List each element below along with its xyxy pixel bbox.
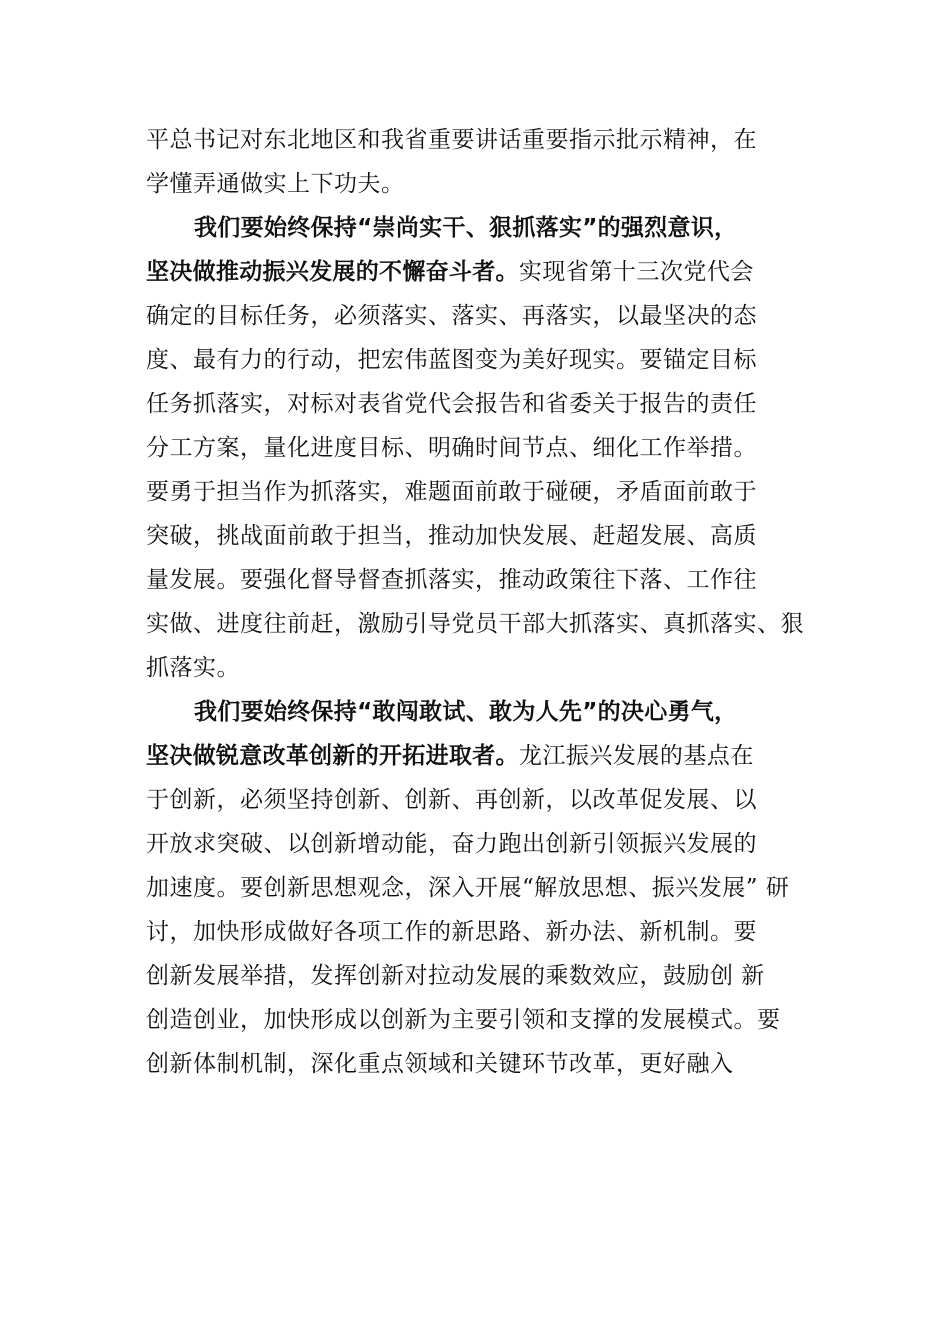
text-run: 度、最有力的行动，把宏伟蓝图变为美好现实。要锚定目标 (146, 347, 757, 373)
text-run: 创新发展举措，发挥创新对拉动发展的乘数效应，鼓励创 新 (146, 963, 765, 989)
paragraph-line (146, 426, 836, 470)
paragraph-line (146, 470, 836, 514)
paragraph-line (146, 118, 836, 162)
text-run: 抓落实。 (146, 655, 240, 681)
paragraph-line (146, 206, 836, 250)
text-run: 实现省第十三次党代会 (518, 259, 754, 285)
text-run: 创新体制机制，深化重点领域和关键环节改革，更好融入 (146, 1051, 734, 1077)
paragraph-line (146, 1042, 836, 1086)
text-run: 分工方案，量化进度目标、明确时间节点、细化工作举措。 (146, 435, 757, 461)
paragraph-line (146, 822, 836, 866)
paragraph-line (146, 294, 836, 338)
text-run: 实做、进度往前赶，激励引导党员干部大抓落实、真抓落实、狠 (146, 611, 804, 637)
paragraph-line (146, 250, 836, 294)
document-body (146, 118, 836, 1086)
paragraph-line (146, 162, 836, 206)
paragraph-line (146, 602, 836, 646)
paragraph-line (146, 778, 836, 822)
paragraph-3 (146, 690, 836, 1086)
paragraph-2 (146, 206, 836, 690)
paragraph-line (146, 910, 836, 954)
bold-heading-run: 坚决做锐意改革创新的开拓进取者。 (146, 743, 519, 769)
paragraph-line (146, 734, 836, 778)
paragraph-line (146, 382, 836, 426)
paragraph-1 (146, 118, 836, 206)
text-run: 于创新，必须坚持创新、创新、再创新，以改革促发展、以 (146, 787, 757, 813)
text-run: 量发展。要强化督导督查抓落实，推动政策往下落、工作往 (146, 567, 757, 593)
paragraph-line (146, 558, 836, 602)
text-run: 讨，加快形成做好各项工作的新思路、新办法、新机制。要 (146, 919, 757, 945)
text-run: 学懂弄通做实上下功夫。 (146, 171, 405, 197)
bold-heading-run: 我们要始终保持“敢闯敢试、敢为人先”的决心勇气， (194, 699, 738, 725)
paragraph-line (146, 954, 836, 998)
paragraph-line (146, 998, 836, 1042)
text-run: 要勇于担当作为抓落实，难题面前敢于碰硬，矛盾面前敢于 (146, 479, 757, 505)
text-run: 开放求突破、以创新增动能，奋力跑出创新引领振兴发展的 (146, 831, 757, 857)
text-run: 任务抓落实，对标对表省党代会报告和省委关于报告的责任 (146, 391, 757, 417)
bold-heading-run: 坚决做推动振兴发展的不懈奋斗者。 (146, 259, 519, 285)
text-run: 加速度。要创新思想观念，深入开展“解放思想、振兴发展” 研 (146, 875, 790, 901)
bold-heading-run: 我们要始终保持“崇尚实干、狠抓落实”的强烈意识， (194, 215, 738, 241)
text-run: 确定的目标任务，必须落实、落实、再落实，以最坚决的态 (146, 303, 757, 329)
text-run: 龙江振兴发展的基点在 (518, 743, 754, 769)
paragraph-line (146, 338, 836, 382)
paragraph-line (146, 514, 836, 558)
text-run: 平总书记对东北地区和我省重要讲话重要指示批示精神，在 (146, 127, 757, 153)
paragraph-line (146, 646, 836, 690)
paragraph-line (146, 866, 836, 910)
paragraph-line (146, 690, 836, 734)
text-run: 创造创业，加快形成以创新为主要引领和支撑的发展模式。要 (146, 1007, 781, 1033)
text-run: 突破，挑战面前敢于担当，推动加快发展、赶超发展、高质 (146, 523, 757, 549)
